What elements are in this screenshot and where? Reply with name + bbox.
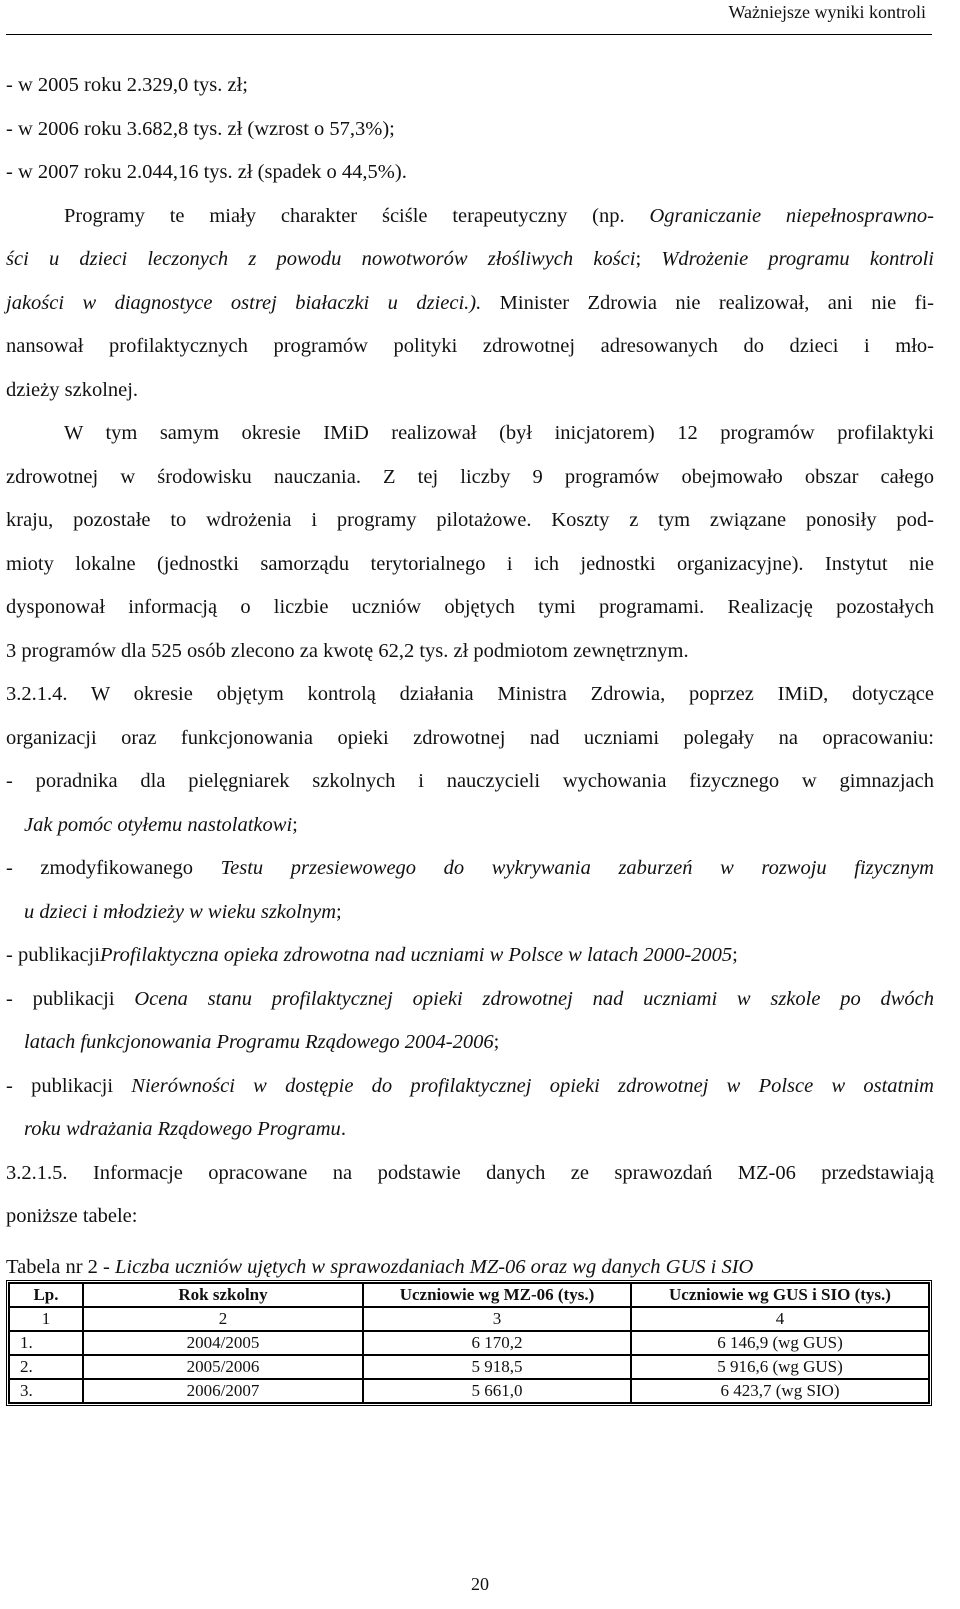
text-run: ; — [732, 944, 738, 966]
italic-title: ści u dzieci leczonych z powodu nowotworów złośliwych kości — [6, 248, 636, 270]
column-header: Uczniowie wg MZ-06 (tys.) — [363, 1283, 631, 1307]
italic-title: Profilaktyczna opieka zdrowotna nad uczniami w Polsce w latach 2000-2005 — [99, 944, 733, 966]
list-item — [6, 64, 934, 108]
paragraph-line: 3.2.1.4. W okresie objętym kontrolą działania Ministra Zdrowia, poprzez IMiD, dotyczące — [6, 683, 934, 705]
paragraph-line: dzieży szkolnej. — [6, 378, 139, 401]
column-number-row — [9, 1307, 929, 1331]
list-item — [6, 1021, 934, 1065]
list-item — [6, 847, 934, 891]
table-header-row — [9, 1283, 929, 1307]
text-run: ; — [292, 813, 298, 836]
column-header: Rok szkolny — [83, 1283, 363, 1307]
list-item-text: - w 2007 roku 2.044,16 tys. zł (spadek o 44,5%). — [6, 161, 407, 183]
paragraph-line: zdrowotnej w środowisku nauczania. Z tej liczby 9 programów obejmowało obszar całego — [6, 465, 934, 488]
list-item — [6, 151, 934, 195]
paragraph-line — [6, 282, 934, 326]
text-run: ; — [635, 248, 662, 270]
table-cell: 5 916,6 (wg GUS) — [631, 1355, 929, 1379]
table-cell: 6 423,7 (wg SIO) — [631, 1379, 929, 1403]
text-run: ; — [336, 900, 342, 923]
list-item-text: - w 2005 roku 2.329,0 tys. zł; — [6, 74, 248, 96]
list-item — [6, 1065, 934, 1109]
table-row — [9, 1331, 929, 1355]
paragraph-line: organizacji oraz funkcjonowania opieki zdrowotnej nad uczniami polegały na opracowaniu: — [6, 726, 934, 749]
paragraph-line: 3 programów dla 525 osób zlecono za kwotę 62,2 tys. zł podmiotom zewnętrznym. — [6, 639, 689, 662]
column-header: Uczniowie wg GUS i SIO (tys.) — [631, 1283, 929, 1307]
table-row — [9, 1379, 929, 1403]
italic-title: Nierówności w dostępie do profilaktycznej opieki zdrowotnej w Polsce w ostatnim — [131, 1074, 934, 1097]
table-cell: 2 — [83, 1307, 363, 1331]
paragraph-line: dysponował informacją o liczbie uczniów objętych tymi programami. Realizację pozostałych — [6, 596, 934, 618]
body-text — [6, 64, 934, 1239]
table-cell: 4 — [631, 1307, 929, 1331]
paragraph-line: nansował profilaktycznych programów polityki zdrowotnej adresowanych do dzieci i mło- — [6, 335, 934, 357]
table-cell: 5 918,5 — [363, 1355, 631, 1379]
table-cell: 1. — [9, 1331, 83, 1355]
text-run: Programy te miały charakter ściśle terapeutyczny (np. — [64, 204, 650, 227]
paragraph-line: W tym samym okresie IMiD realizował (był inicjatorem) 12 programów profilaktyki — [64, 422, 934, 444]
table-row — [9, 1355, 929, 1379]
italic-title: Testu przesiewowego do wykrywania zaburzeń w rozwoju fizycznym — [220, 857, 934, 879]
list-item — [6, 934, 934, 978]
running-header — [6, 0, 932, 35]
list-item — [6, 1108, 934, 1152]
page-number: 20 — [471, 1574, 489, 1594]
italic-title: Liczba uczniów ujętych w sprawozdaniach MZ-06 oraz wg danych GUS i SIO — [115, 1256, 754, 1278]
table-cell: 2006/2007 — [83, 1379, 363, 1403]
column-header: Lp. — [9, 1283, 83, 1307]
text-run: ; — [493, 1031, 500, 1053]
italic-title: jakości w diagnostyce ostrej białaczki u dzieci. — [6, 291, 470, 314]
paragraph-line — [6, 238, 934, 282]
italic-title: roku wdrażania Rządowego Programu — [24, 1118, 341, 1140]
table-cell: 6 170,2 — [363, 1331, 631, 1355]
table-caption — [6, 1254, 753, 1280]
text-run: - publikacji — [6, 1074, 132, 1097]
table-cell: 2005/2006 — [83, 1355, 363, 1379]
table-cell: 2. — [9, 1355, 83, 1379]
paragraph-line: poniższe tabele: — [6, 1205, 138, 1227]
paragraph-line: mioty lokalne (jednostki samorządu terytorialnego i ich jednostki organizacyjne). Instytut nie — [6, 552, 934, 575]
table-cell: 6 146,9 (wg GUS) — [631, 1331, 929, 1355]
italic-title: latach funkcjonowania Programu Rządowego 2004-2006 — [24, 1031, 494, 1053]
table-cell: 2004/2005 — [83, 1331, 363, 1355]
italic-title: u dzieci i młodzieży w wieku szkolnym — [24, 900, 337, 923]
running-title: Ważniejsze wyniki kontroli — [728, 2, 926, 22]
list-item: - poradnika dla pielęgniarek szkolnych i nauczycieli wychowania fizycznego w gimnazjach — [6, 770, 934, 792]
italic-title: Wdrożenie programu kontroli — [661, 248, 934, 270]
text-run: Tabela nr 2 - — [6, 1256, 115, 1278]
text-run: Minister Zdrowia nie realizował, ani nie fi- — [481, 291, 935, 314]
italic-title: Ograniczanie niepełnosprawno- — [649, 204, 934, 227]
text-run: - zmodyfikowanego — [6, 857, 221, 879]
text-run: . — [340, 1118, 346, 1140]
table-cell: 3 — [363, 1307, 631, 1331]
paragraph-line: kraju, pozostałe to wdrożenia i programy pilotażowe. Koszty z tym związane ponosiły pod- — [6, 509, 934, 531]
list-item — [6, 804, 934, 848]
paragraph-line — [6, 195, 934, 239]
table-cell: 1 — [9, 1307, 83, 1331]
list-item-text: - w 2006 roku 3.682,8 tys. zł (wzrost o 57,3%); — [6, 117, 395, 140]
table-cell: 3. — [9, 1379, 83, 1403]
paragraph-line: 3.2.1.5. Informacje opracowane na podstawie danych ze sprawozdań MZ-06 przedstawiają — [6, 1161, 934, 1184]
list-item — [6, 108, 934, 152]
text-run: ). — [469, 291, 482, 314]
text-run: - publikacji — [6, 987, 135, 1010]
text-run: - publikacji — [6, 944, 100, 966]
italic-title: Ocena stanu profilaktycznej opieki zdrowotnej nad uczniami w szkole po dwóch — [134, 987, 934, 1010]
italic-title: Jak pomóc otyłemu nastolatkowi — [24, 813, 293, 836]
list-item — [6, 978, 934, 1022]
students-table — [6, 1280, 932, 1406]
table-cell: 5 661,0 — [363, 1379, 631, 1403]
list-item — [6, 891, 934, 935]
